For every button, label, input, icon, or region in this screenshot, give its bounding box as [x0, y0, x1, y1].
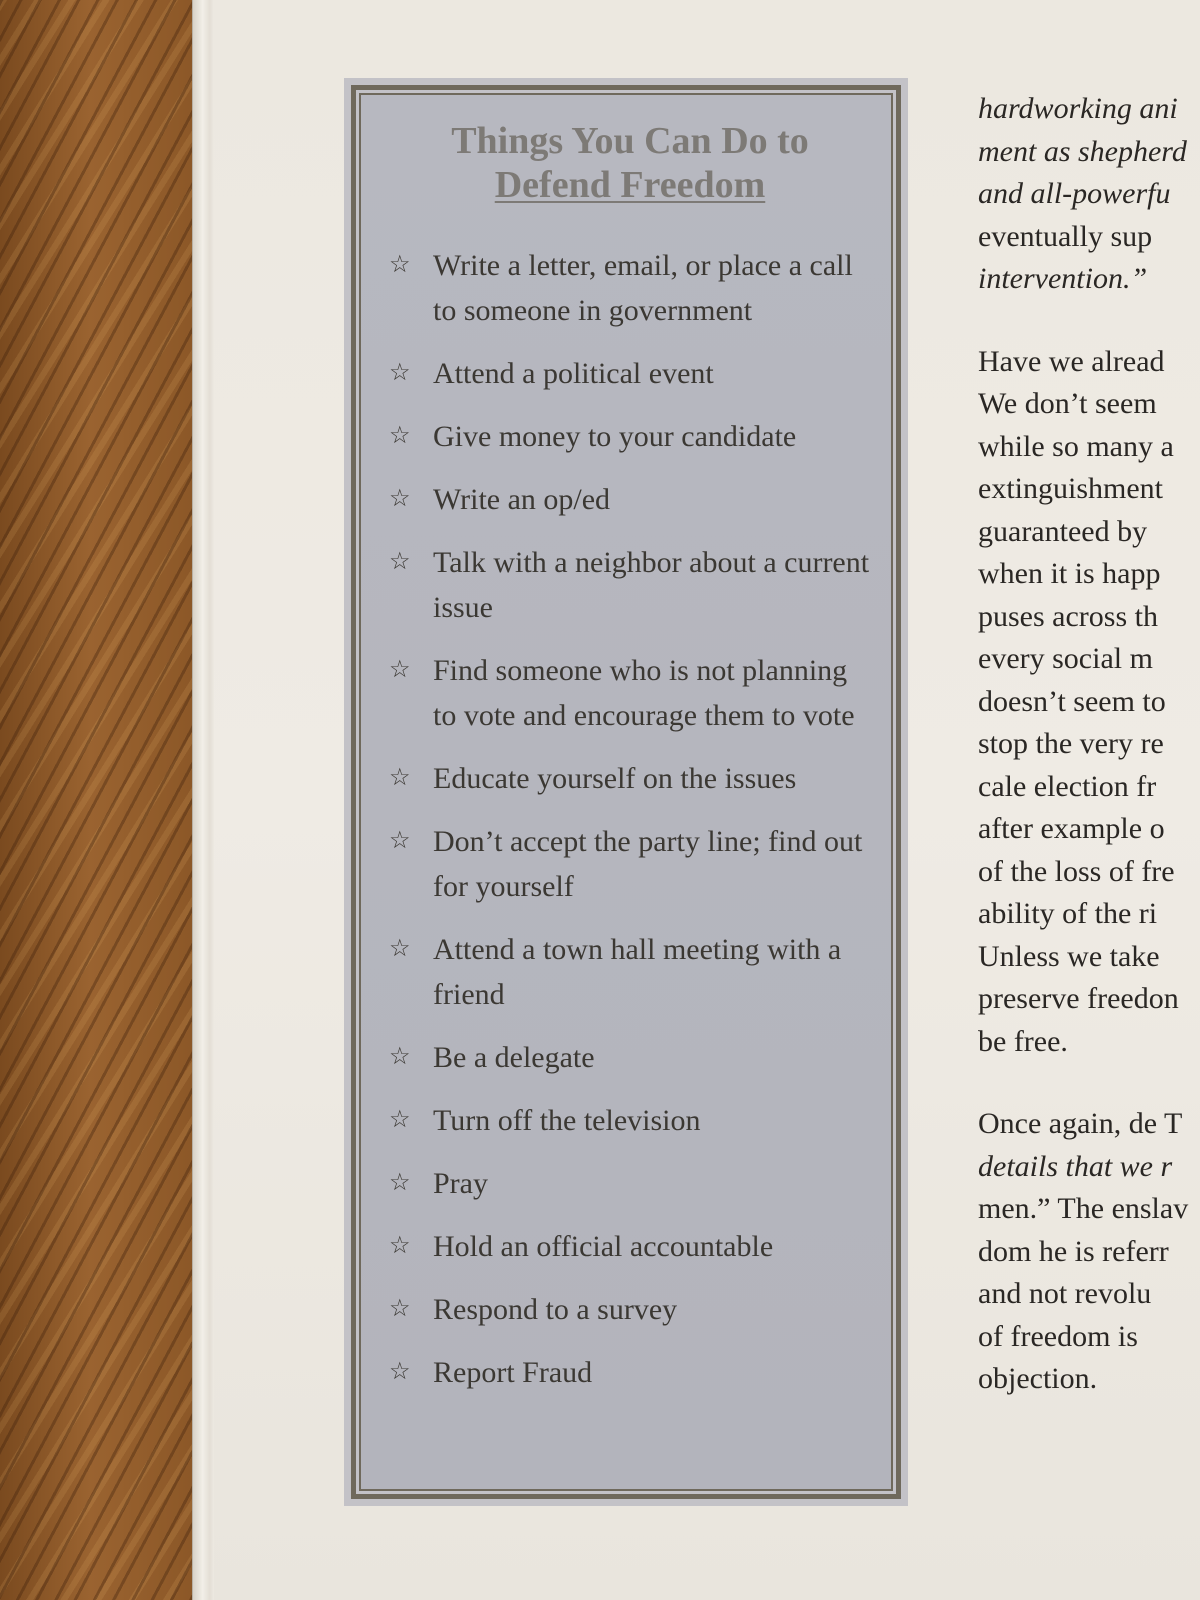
action-item-text: Write an op/ed: [433, 483, 611, 516]
action-item: [387, 648, 873, 738]
text-line: after example o: [978, 812, 1165, 845]
action-item-text: Turn off the television: [433, 1104, 701, 1137]
text-line: doesn’t seem to: [978, 684, 1166, 718]
text-line: Have we alread: [978, 344, 1165, 378]
text-line: hardworking ani: [978, 92, 1178, 125]
sidebar-box-outer-frame: [351, 85, 901, 1499]
paragraph-3: [978, 1103, 1200, 1401]
action-item-text: Attend a town hall meeting with a friend: [433, 933, 842, 1011]
star-icon: ☆: [389, 486, 411, 512]
sidebar-box-title: [387, 119, 873, 207]
star-icon: ☆: [389, 936, 411, 962]
sidebar-box-title-line-2: Defend Freedom: [494, 164, 766, 206]
text-line: preserve freedon: [978, 982, 1179, 1015]
text-line: ability of the ri: [978, 897, 1158, 930]
star-icon: ☆: [389, 549, 411, 575]
text-line: every social m: [978, 642, 1153, 675]
text-line: men.” The enslav: [978, 1192, 1189, 1225]
action-item: [387, 819, 873, 909]
action-item-text: Write a letter, email, or place a call to someone in government: [433, 249, 853, 327]
action-item-text: Find someone who is not planning to vote and encourage them to vote: [433, 654, 855, 732]
text-line: be free.: [978, 1024, 1068, 1058]
action-item: [387, 351, 873, 396]
star-icon: ☆: [389, 252, 411, 278]
action-item: [387, 927, 873, 1017]
text-line: ment as shepherd: [978, 134, 1187, 168]
text-line: We don’t seem: [978, 387, 1157, 420]
paragraph-2: [978, 341, 1200, 1064]
action-item-text: Respond to a survey: [433, 1293, 678, 1326]
action-items-list: [387, 243, 873, 1395]
text-line: of freedom is: [978, 1319, 1138, 1353]
action-item-text: Hold an official accountable: [433, 1230, 774, 1263]
star-icon: ☆: [389, 1107, 411, 1133]
book-page: [214, 0, 1200, 1600]
star-icon: ☆: [389, 1170, 411, 1196]
star-icon: ☆: [389, 657, 411, 683]
text-line: and all-powerfu: [978, 177, 1171, 210]
action-item: [387, 477, 873, 522]
text-line: objection.: [978, 1362, 1098, 1395]
action-item-text: Be a delegate: [433, 1041, 595, 1074]
action-item-text: Don’t accept the party line; find out for yourself: [433, 825, 863, 903]
text-line: guaranteed by: [978, 514, 1148, 548]
action-item: [387, 540, 873, 630]
star-icon: ☆: [389, 1044, 411, 1070]
paragraph-1: [978, 88, 1200, 301]
sidebar-box: [344, 78, 908, 1506]
text-line: and not revolu: [978, 1277, 1152, 1310]
star-icon: ☆: [389, 828, 411, 854]
action-item: [387, 1098, 873, 1143]
text-line: puses across th: [978, 599, 1158, 633]
action-item: [387, 1161, 873, 1206]
text-line: when it is happ: [978, 557, 1161, 590]
text-line: eventually sup: [978, 219, 1153, 253]
star-icon: ☆: [389, 360, 411, 386]
action-item-text: Talk with a neighbor about a current issue: [433, 546, 870, 624]
action-item-text: Give money to your candidate: [433, 420, 797, 453]
text-line: stop the very re: [978, 727, 1164, 760]
sidebar-box-inner-frame: [359, 93, 893, 1491]
action-item: [387, 1224, 873, 1269]
action-item: [387, 1035, 873, 1080]
text-line: while so many a: [978, 429, 1174, 463]
action-item: [387, 1287, 873, 1332]
text-line: details that we r: [978, 1149, 1173, 1183]
star-icon: ☆: [389, 1359, 411, 1385]
text-line: Once again, de T: [978, 1107, 1183, 1140]
action-item-text: Educate yourself on the issues: [433, 762, 797, 795]
text-line: of the loss of fre: [978, 854, 1175, 888]
text-line: intervention.”: [978, 262, 1148, 295]
action-item: [387, 1350, 873, 1395]
action-item-text: Attend a political event: [433, 357, 714, 390]
action-item: [387, 243, 873, 333]
action-item: [387, 414, 873, 459]
action-item-text: Report Fraud: [433, 1356, 593, 1389]
text-line: extinguishment: [978, 472, 1163, 505]
text-line: Unless we take: [978, 939, 1160, 973]
action-item: [387, 756, 873, 801]
star-icon: ☆: [389, 1233, 411, 1259]
wooden-table-background: [0, 0, 200, 1600]
action-item-text: Pray: [433, 1167, 488, 1200]
body-text-column: [978, 88, 1200, 1441]
star-icon: ☆: [389, 765, 411, 791]
sidebar-box-title-line-1: Things You Can Do to: [451, 120, 809, 162]
star-icon: ☆: [389, 423, 411, 449]
text-line: cale election fr: [978, 769, 1157, 803]
star-icon: ☆: [389, 1296, 411, 1322]
text-line: dom he is referr: [978, 1234, 1169, 1268]
